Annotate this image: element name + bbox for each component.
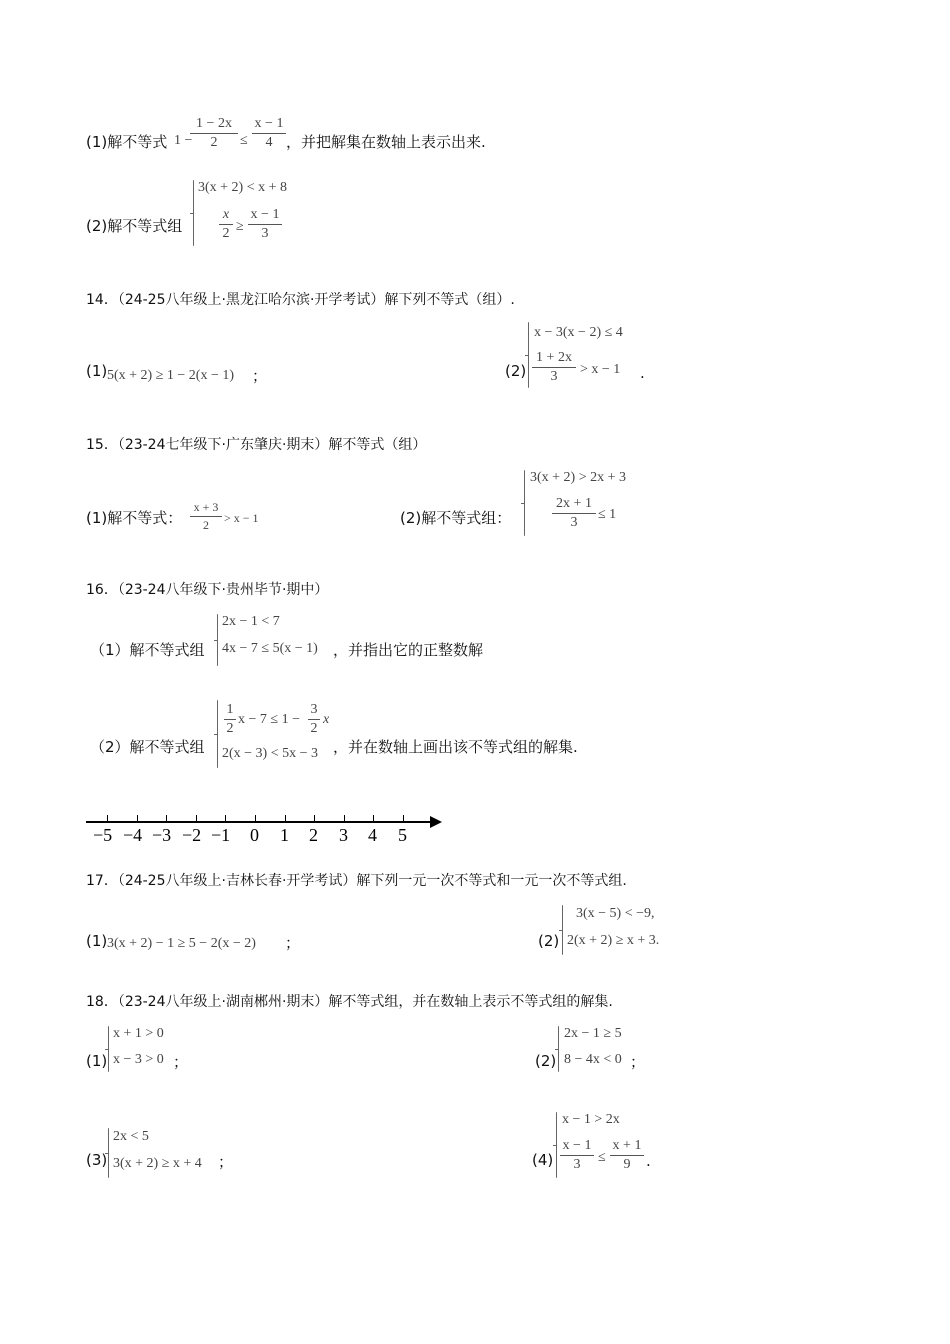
- number-line-label: −4: [123, 825, 143, 845]
- q17-p1-end: ；: [285, 934, 301, 952]
- q18-heading: 18．（23-24八年级上·湖南郴州·期末）解不等式组，并在数轴上表示不等式组的解集.: [86, 994, 613, 1010]
- q18-p4-rel: ≤: [598, 1150, 606, 1165]
- number-line-tick: [107, 815, 108, 822]
- q15-p2-prefix: (2)解不等式组：: [400, 509, 512, 527]
- number-line-tick: [255, 815, 256, 822]
- q16-p1-line1: 2x − 1 < 7: [222, 614, 280, 629]
- q13-p1-suffix: ，并把解集在数轴上表示出来.: [286, 133, 486, 151]
- q16-p1-suffix: ，并指出它的正整数解: [333, 641, 484, 659]
- number-line-label: 2: [309, 825, 318, 845]
- number-line-label: −1: [211, 825, 231, 845]
- q16-p2-line2: 2(x − 3) < 5x − 3: [222, 746, 319, 761]
- q17-p2-label: (2): [538, 932, 560, 950]
- q18-p4-den2: 9: [623, 1157, 631, 1172]
- q13-p1-frac2: [252, 116, 286, 151]
- q16-p2-suffix: ，并在数轴上画出该不等式组的解集.: [333, 738, 578, 756]
- q14-heading: 14．（24-25八年级上·黑龙江哈尔滨·开学考试）解下列不等式（组）.: [86, 292, 515, 308]
- q16-heading: 16．（23-24八年级下·贵州毕节·期中）: [86, 582, 329, 598]
- q13-p2-line1: 3(x + 2) < x + 8: [198, 180, 288, 195]
- q17-p2-line1: 3(x − 5) < −9,: [576, 906, 655, 921]
- q13-p2-rel: ≥: [236, 219, 244, 234]
- q15-heading: 15．（23-24七年级下·广东肇庆·期末）解不等式（组）: [86, 437, 427, 453]
- q18-p4-frac2: [610, 1138, 644, 1173]
- q18-p4-end: .: [646, 1152, 651, 1170]
- q16-p1-prefix: （1）解不等式组: [90, 641, 205, 659]
- q13-p2-frac2-den: 3: [261, 226, 269, 241]
- q18-p1-line1: x + 1 > 0: [113, 1026, 164, 1041]
- q15-p2-brace: [524, 470, 525, 536]
- number-line-tick: [166, 815, 167, 822]
- q14-p1-end: ；: [252, 367, 268, 385]
- q16-p2-prefix: （2）解不等式组: [90, 738, 205, 756]
- q17-p1-label: (1): [86, 932, 108, 950]
- number-line-label: 3: [339, 825, 348, 845]
- number-line-tick: [225, 815, 226, 822]
- q16-p2-l1-frac2: [308, 702, 320, 737]
- q13-p2-frac1: [219, 207, 233, 242]
- q16-p1-brace: [217, 614, 218, 666]
- q14-p2-brace: [528, 322, 529, 388]
- q18-p3-label: (3): [86, 1151, 108, 1169]
- q14-p2-frac-num: 1 + 2x: [536, 350, 572, 365]
- number-line-tick: [285, 815, 286, 822]
- q16-p2-l1-end: x: [323, 712, 330, 727]
- number-line-tick: [137, 815, 138, 822]
- q14-p2-frac: [532, 350, 576, 385]
- q18-p2-end: ；: [630, 1053, 646, 1071]
- q14-p2-label: (2): [505, 362, 527, 380]
- q16-p2-l1-mid: x − 7 ≤ 1 −: [238, 712, 300, 727]
- q18-p4-label: (4): [532, 1151, 554, 1169]
- q14-p1-expr: 5(x + 2) ≥ 1 − 2(x − 1): [107, 368, 235, 383]
- q15-p1-prefix: (1)解不等式：: [86, 509, 183, 527]
- q15-p2-den: 3: [570, 515, 578, 530]
- q13-p2-prefix: (2)解不等式组: [86, 217, 183, 235]
- q13-p2-frac1-num: x: [222, 207, 230, 222]
- q16-p2-l1-frac1: [224, 702, 236, 737]
- number-line-label: −5: [93, 825, 113, 845]
- q17-p1-expr: 3(x + 2) − 1 ≥ 5 − 2(x − 2): [107, 936, 256, 951]
- q13-p1-den1: 2: [210, 135, 218, 150]
- q15-p1-rest: > x − 1: [224, 511, 259, 525]
- q16-p2-l1-den: 2: [226, 721, 234, 736]
- q16-p1-line2: 4x − 7 ≤ 5(x − 1): [222, 641, 318, 656]
- q16-p2-l1-den2: 2: [310, 721, 318, 736]
- q18-p1-end: ；: [173, 1053, 189, 1071]
- q15-p2-frac: [552, 496, 596, 531]
- q14-p2-line1: x − 3(x − 2) ≤ 4: [534, 325, 623, 340]
- q18-p4-line1: x − 1 > 2x: [562, 1112, 620, 1127]
- q18-p4-frac1: [560, 1138, 594, 1173]
- q18-p3-brace: [108, 1128, 109, 1178]
- q18-p2-brace: [558, 1026, 559, 1072]
- number-line-tick: [344, 815, 345, 822]
- number-line-label: 5: [398, 825, 407, 845]
- number-line-tick: [314, 815, 315, 822]
- number-line-arrow-icon: [430, 816, 442, 828]
- q18-p4-num2: x + 1: [612, 1138, 642, 1153]
- q16-p2-brace: [217, 700, 218, 768]
- q18-p1-brace: [108, 1026, 109, 1072]
- q16-p2-l1-num2: 3: [310, 702, 318, 717]
- q13-p2-brace: [193, 180, 194, 246]
- q13-p1-prefix: (1)解不等式: [86, 133, 168, 151]
- q18-p3-line2: 3(x + 2) ≥ x + 4: [113, 1156, 202, 1171]
- q13-p1-frac1: [190, 116, 238, 151]
- q15-p2-line1: 3(x + 2) > 2x + 3: [530, 470, 627, 485]
- q18-p4-den1: 3: [573, 1157, 581, 1172]
- q13-p2-frac1-den: 2: [222, 226, 230, 241]
- q15-p1-frac: [190, 500, 222, 533]
- q14-p1-label: (1): [86, 362, 108, 380]
- number-line-axis: [86, 821, 434, 823]
- q18-p1-label: (1): [86, 1052, 108, 1070]
- q18-p2-line2: 8 − 4x < 0: [564, 1052, 622, 1067]
- q17-p2-brace: [562, 905, 563, 955]
- number-line-label: 4: [368, 825, 377, 845]
- q18-p4-brace: [556, 1112, 557, 1178]
- q14-p2-frac-den: 3: [550, 369, 558, 384]
- number-line-label: 1: [280, 825, 289, 845]
- q13-p1-lead: 1 −: [174, 133, 193, 148]
- q15-p1-den: 2: [203, 518, 209, 532]
- q13-p2-frac2-num: x − 1: [250, 207, 280, 222]
- q15-p2-rest: ≤ 1: [598, 507, 617, 522]
- q18-p3-end: ；: [218, 1153, 234, 1171]
- q14-p2-rest: > x − 1: [580, 362, 621, 377]
- q16-p2-l1-num: 1: [226, 702, 234, 717]
- q17-p2-line2: 2(x + 2) ≥ x + 3.: [567, 933, 660, 948]
- number-line-label: −3: [152, 825, 172, 845]
- q13-p1-rel: ≤: [240, 133, 248, 148]
- q14-p2-end: .: [640, 364, 645, 382]
- q13-p1-num1: 1 − 2x: [196, 116, 232, 131]
- q13-p1-num2: x − 1: [254, 116, 284, 131]
- q15-p2-num: 2x + 1: [556, 496, 592, 511]
- q13-p2-frac2: [248, 207, 282, 242]
- q13-p1-den2: 4: [265, 135, 273, 150]
- q17-heading: 17．（24-25八年级上·吉林长春·开学考试）解下列一元一次不等式和一元一次不等式组.: [86, 873, 627, 889]
- number-line-label: 0: [250, 825, 259, 845]
- number-line-label: −2: [182, 825, 202, 845]
- number-line-tick: [196, 815, 197, 822]
- q18-p4-num1: x − 1: [562, 1138, 592, 1153]
- q18-p1-line2: x − 3 > 0: [113, 1052, 164, 1067]
- q18-p3-line1: 2x < 5: [113, 1129, 149, 1144]
- number-line-tick: [373, 815, 374, 822]
- q18-p2-line1: 2x − 1 ≥ 5: [564, 1026, 622, 1041]
- q15-p1-num: x + 3: [193, 500, 219, 514]
- q18-p2-label: (2): [535, 1052, 557, 1070]
- number-line-tick: [403, 815, 404, 822]
